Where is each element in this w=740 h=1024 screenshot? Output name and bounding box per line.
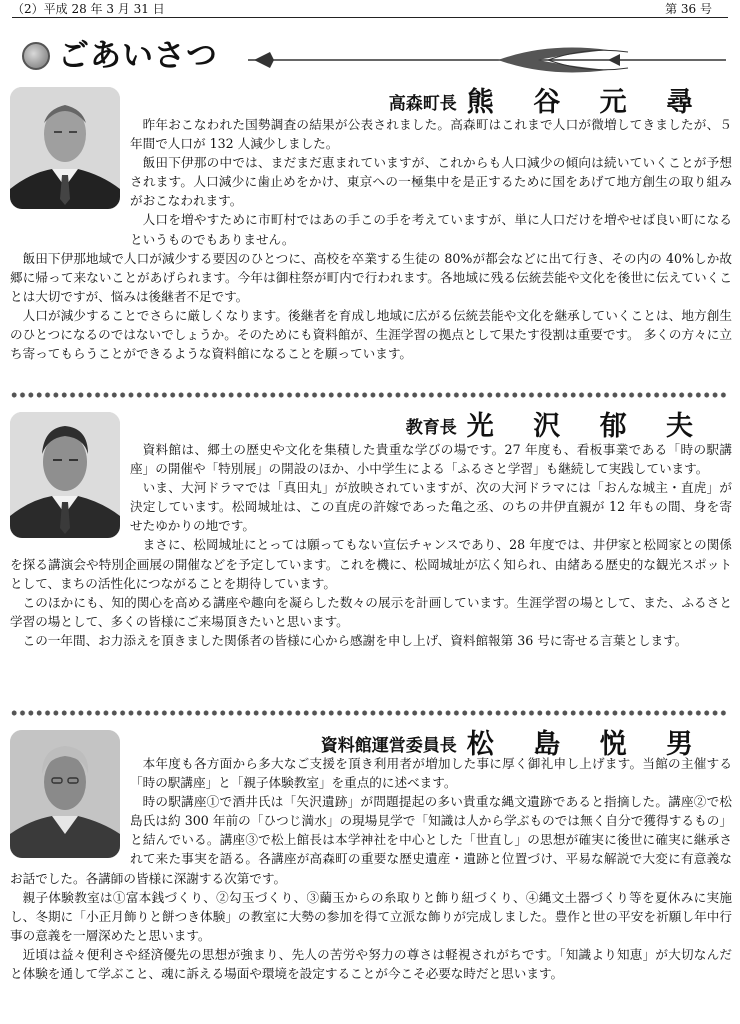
paragraph: 親子体験教室は①富本銭づくり、②勾玉づくり、③繭玉からの糸取りと飾り紐づくり、④縄文土器づくり等を夏休みに実施し、冬期に「小正月飾りと餅つき体験」の教室に大勢の参加を得て立派な飾りが完成しました。豊作と世の平安を祈願し年中行事の意義を一層深めたと思います。: [10, 889, 732, 943]
paragraph: この一年間、お力添えを頂きました関係者の皆様に心から感謝を申し上げ、資料館報第 36 号に寄せる言葉とします。: [22, 632, 688, 648]
author-name: 松 島 悦 男: [466, 729, 708, 760]
page-title: ごあいさつ: [58, 38, 218, 74]
article-body: [10, 754, 732, 983]
paragraph: 本年度も各方面から多大なご支援を頂き利用者が増加した事に厚く御礼申し上げます。当館の主催する「時の駅講座」と「親子体験教室」を重点的に述べます。: [130, 756, 732, 791]
author-role: 資料館運営委員長: [320, 736, 457, 756]
author-line: [389, 80, 708, 119]
dotted-divider: [10, 709, 728, 717]
author-name: 光 沢 郁 夫: [466, 411, 708, 442]
author-line: [406, 404, 708, 443]
paragraph: 昨年おこなわれた国勢調査の結果が公表されました。高森町はこれまで人口が微増してきましたが、５年間で人口が 132 人減少しました。: [130, 117, 732, 152]
feather-arrow-icon: [248, 40, 728, 76]
paragraph: 飯田下伊那の中では、まだまだ恵まれていますが、これからも人口減少の傾向は続いていくことが予想されます。人口減少に歯止めをかけ、東京への一極集中を是正するために国をあげて地方創生の取り組みがおこなわれます。: [130, 155, 732, 209]
greeting-section-mayor: [10, 80, 732, 370]
paragraph: 近頃は益々便利さや経済優先の思想が強まり、先人の苦労や努力の尊さは軽視されがちです。「知識より知恵」が大切なんだと体験を通して学ぶこと、魂に訴える場面や環境を設定することが今こそ必要な時だと思います。: [10, 946, 732, 982]
paragraph: まさに、松岡城址にとっては願ってもない宣伝チャンスであり、28 年度では、井伊家と松岡家との関係を探る講演会や特別企画展の開催などを予定しています。これを機に、松岡城址が広く知られ、由緒ある歴史的な観光スポットとして、まちの活性化につながることを期待しています。: [10, 537, 732, 591]
article-body: [10, 115, 732, 363]
page-header: [12, 0, 728, 20]
paragraph: 人口が減少することでさらに厳しくなります。後継者を育成し地域に広がる伝統芸能や文化を継承していくことは、地方創生のひとつになるのではないでしょうか。そのためにも資料館が、生涯学習の拠点として果たす役割は重要です。 多くの方々に立ち寄ってもらうことができるような資料館になることを願っています。: [10, 307, 732, 362]
title-circle-icon: [22, 42, 50, 70]
author-role: 高森町長: [388, 94, 457, 114]
paragraph: 人口を増やすために市町村ではあの手この手を考えていますが、単に人口だけを増やせば良い町になるというものでもありません。: [130, 212, 732, 247]
issue-date: （2）平成 28 年 3 月 31 日: [12, 2, 165, 16]
greeting-section-superintendent: [10, 404, 732, 694]
paragraph: 資料館は、郷土の歴史や文化を集積した貴重な学びの場です。27 年度も、看板事業である「時の駅講座」の開催や「特別展」の開設のほか、小中学生による「ふるさと学習」も継続して実践しています。: [130, 442, 732, 477]
article-body: [10, 440, 732, 650]
paragraph: いま、大河ドラマでは「真田丸」が放映されていますが、次の大河ドラマには「おんな城主・直虎」が決定しています。松岡城址は、この直虎の許嫁であった亀之丞、のちの井伊直親が 12 年もの間、身を寄せたゆかりの地です。: [130, 480, 732, 534]
issue-number: 第 36 号: [665, 2, 712, 16]
paragraph: このほかにも、知的関心を高める講座や趣向を凝らした数々の展示を計画しています。生涯学習の場として、また、ふるさと学習の場として、多くの皆様にご来場頂きたいと思います。: [10, 594, 732, 629]
author-role: 教育長: [405, 418, 457, 438]
paragraph: 時の駅講座①で酒井氏は「矢沢遺跡」が問題提起の多い貴重な縄文遺跡であると指摘した。講座②で松島氏は約 300 年前の「ひつじ満水」の現場見学で「知識は人から学ぶものでは無く自分で獲得するもの」と結んでいる。講座③で松上館長は本学神社を中心とした「世直し」の思想が確実に後世に確実に継承されて来た事実を語る。各講座が高森町の重要な歴史遺産・遺跡と位置づけ、平易な解説で大変に有意義なお話でした。各講師の皆様に深謝する次第です。: [10, 794, 732, 886]
header-rule: [12, 17, 728, 18]
title-row: [20, 36, 720, 78]
author-name: 熊 谷 元 尋: [466, 87, 708, 118]
paragraph: 飯田下伊那地域で人口が減少する要因のひとつに、高校を卒業する生徒の 80%が都会などに出て行き、その内の 40%しか故郷に帰って来ないことがあげられます。今年は御柱祭が町内で行われます。各地域に残る伝統芸能や文化を後世に伝えていくことは大切ですが、悩みは後継者不足です。: [10, 250, 732, 304]
greeting-section-committee-chair: [10, 722, 732, 1022]
dotted-divider: [10, 391, 728, 399]
